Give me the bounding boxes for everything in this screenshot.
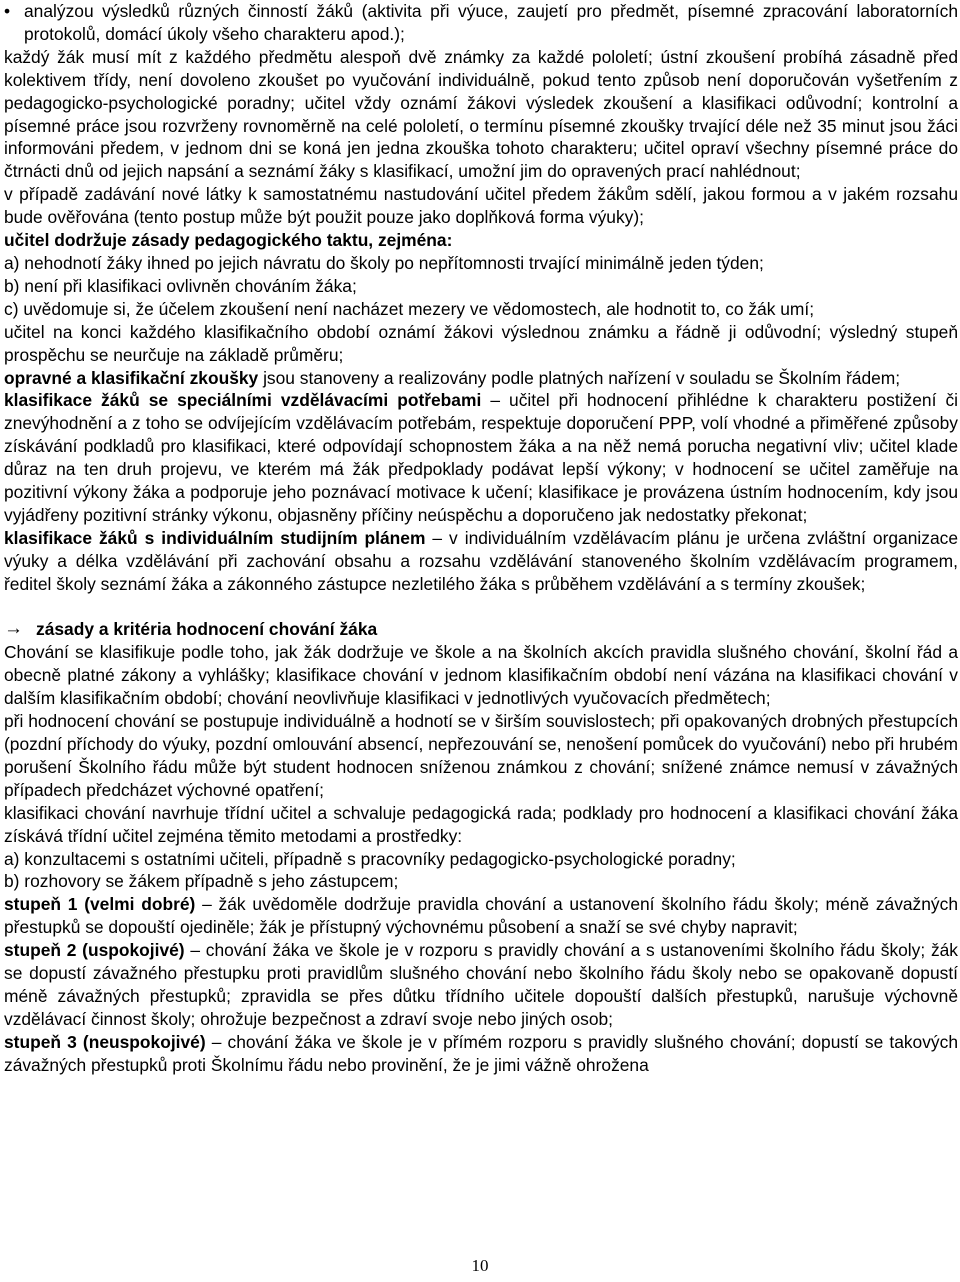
paragraph-grade-2 (4, 939, 958, 1031)
paragraph-retake-exams (4, 367, 958, 390)
list-item-interviews: b) rozhovory se žákem případně s jeho zástupcem; (4, 871, 399, 892)
paragraph-exams: každý žák musí mít z každého předmětu alespoň dvě známky za každé pololetí; ústní zkoušení probíhá zásadně před kolektivem třídy, není dovoleno zkoušet po vyučování individuálně, pokud tento způsob není doporučován vyšetřením z pedagogicko-psychologické poradny; učitel vždy oznámí žákovi výsledek zkoušení a klasifikaci odůvodní; kontrolní a písemné práce jsou rozvrženy rovnoměrně na celé pololetí, o termínu písemné zkoušky trvající déle než 35 minut jsou žáci informováni předem, v jednom dni se koná jen jedna zkouška tohoto charakteru; učitel opraví všechny písemné práce do čtrnácti dnů od jejich napsání a seznámí žáky s klasifikací, umožní jim do opravených prací nahlédnout; (4, 46, 958, 182)
document-page (4, 0, 958, 1077)
list-item-c: c) uvědomuje si, že účelem zkoušení není nacházet mezery ve vědomostech, ale hodnotit to, co žák umí; (4, 298, 815, 319)
term-retake-exams: opravné a klasifikační zkoušky (4, 367, 259, 388)
paragraph-individual-plan (4, 527, 958, 596)
spacer (4, 596, 958, 619)
list-item-a: a) nehodnotí žáky ihned po jejich návratu do školy po nepřítomnosti trvající minimálně jeden týden; (4, 252, 764, 273)
paragraph-behavior-intro: Chování se klasifikuje podle toho, jak žák dodržuje ve škole a na školních akcích pravidla slušného chování, školní řád a obecně platné zákony a vyhlášky; klasifikace chování v jednom klasifikačním období není vázána na klasifikaci chování v dalším klasifikačním období; chování neovlivňuje klasifikaci v jednotlivých vyučovacích předmětech; (4, 642, 958, 709)
paragraph-grade-1-text: – žák uvědoměle dodržuje pravidla chování a ustanovení školního řádu školy; méně závažných přestupků se dopouští ojediněle; žák je přístupný výchovnému působení a snaží se své chyby napravit; (4, 894, 958, 938)
paragraph-behavior-individual: při hodnocení chování se postupuje individuálně a hodnotí se v širším souvislostech; při opakovaných drobných přestupcích (pozdní příchody do výuky, pozdní omlouvání absencí, nepřezouvání se, nenošení pomůcek do vyučování) nebo při hrubém porušení Školního řádu může být student hodnocen sníženou známkou z chování; snížené známce nemusí v závažných případech předcházet výchovné opatření; (4, 711, 958, 800)
bullet-item (4, 0, 958, 46)
paragraph-final-grade: učitel na konci každého klasifikačního období oznámí žákovi výslednou známku a řádně ji odůvodní; výsledný stupeň prospěchu se neurčuje na základě průměru; (4, 321, 958, 365)
paragraph-special-needs (4, 389, 958, 526)
term-special-needs: klasifikace žáků se speciálními vzdělávacími potřebami (4, 390, 482, 411)
paragraph-grade-3 (4, 1031, 958, 1077)
section-title: zásady a kritéria hodnocení chování žáka (36, 619, 378, 640)
page-number: 10 (471, 1256, 489, 1275)
term-individual-plan: klasifikace žáků s individuálním studijním plánem (4, 527, 426, 548)
arrow-right-icon: → (4, 618, 23, 640)
term-grade-3: stupeň 3 (neuspokojivé) (4, 1031, 206, 1052)
section-heading (4, 618, 958, 641)
paragraph-grade-1 (4, 893, 958, 939)
paragraph-behavior-proposal: klasifikaci chování navrhuje třídní učitel a schvaluje pedagogická rada; podklady pro hodnocení a klasifikaci chování žáka získává třídní učitel zejména těmito metodami a prostředky: (4, 802, 958, 846)
bullet-icon: • (4, 1, 11, 21)
term-grade-2: stupeň 2 (uspokojivé) (4, 940, 185, 961)
bullet-text: analýzou výsledků různých činností žáků (aktivita při výuce, zaujetí pro předmět, písemné zpracování laboratorních protokolů, domácí úkoly všeho charakteru apod.); (24, 1, 958, 44)
term-grade-1: stupeň 1 (velmi dobré) (4, 894, 196, 915)
paragraph-new-topic: v případě zadávání nové látky k samostatnému nastudování učitel předem žákům sdělí, jakou formou a v jakém rozsahu bude ověřována (tento postup může být použit pouze jako doplňková forma výuky); (4, 184, 958, 228)
list-item-consultations: a) konzultacemi s ostatními učiteli, případně s pracovníky pedagogicko-psychologické poradny; (4, 848, 736, 869)
paragraph-grade-3-text: – chování žáka ve škole je v přímém rozporu s pravidly slušného chování; dopustí se takových závažných přestupků proti Školnímu řádu nebo provinění, že je jimi vážně ohrožena (4, 1031, 958, 1075)
paragraph-grade-2-text: – chování žáka ve škole je v rozporu s pravidly chování a s ustanoveními školního řádu školy; žák se dopustí závažného přestupku proti pravidlům slušného chování nebo školního řádu školy nebo se opakovaně dopustí méně závažných přestupků; zpravidla se přes důtku třídního učitele dopouští dalších přestupků, narušuje výchovně vzdělávací činnost školy; ohrožuje bezpečnost a zdraví svoje nebo jiných osob; (4, 940, 959, 1029)
list-item-b: b) není při klasifikaci ovlivněn chováním žáka; (4, 275, 357, 296)
paragraph-retake-exams-text: jsou stanoveny a realizovány podle platných nařízení v souladu se Školním řádem; (258, 367, 901, 388)
paragraph-special-needs-text: – učitel při hodnocení přihlédne k charakteru postižení či znevýhodnění a z toho se odvíjejícím vzdělávacím potřebám, respektuje doporučení PPP, volí vhodné a přiměřené způsoby získávání podkladů pro klasifikaci, které odpovídají schopnostem žáka a na něž nemá porucha negativní vliv; učitel klade důraz na ten druh projevu, ve kterém má žák předpoklady podávat lepší výkony; v hodnocení se učitel zaměřuje na pozitivní výkony žáka a podporuje jeho poznávací motivace k učení; klasifikace je provázena ústním hodnocením, kdy jsou vyjádřeny pozitivní stránky výkonu, objasněny příčiny neúspěchu a doporučeno jak nedostatky překonat; (4, 390, 959, 525)
paragraph-individual-plan-text: – v individuálním vzdělávacím plánu je určena zvláštní organizace výuky a délka vzdělávání při zachování obsahu a rozsahu vzdělávání stanoveného školním vzdělávacím programem, ředitel školy seznámí žáka a zákonného zástupce nezletilého žáka s průběhem vzdělávání a s termíny zkoušek; (4, 527, 958, 594)
paragraph-pedagogical-tact-heading: učitel dodržuje zásady pedagogického taktu, zejména: (4, 230, 453, 251)
